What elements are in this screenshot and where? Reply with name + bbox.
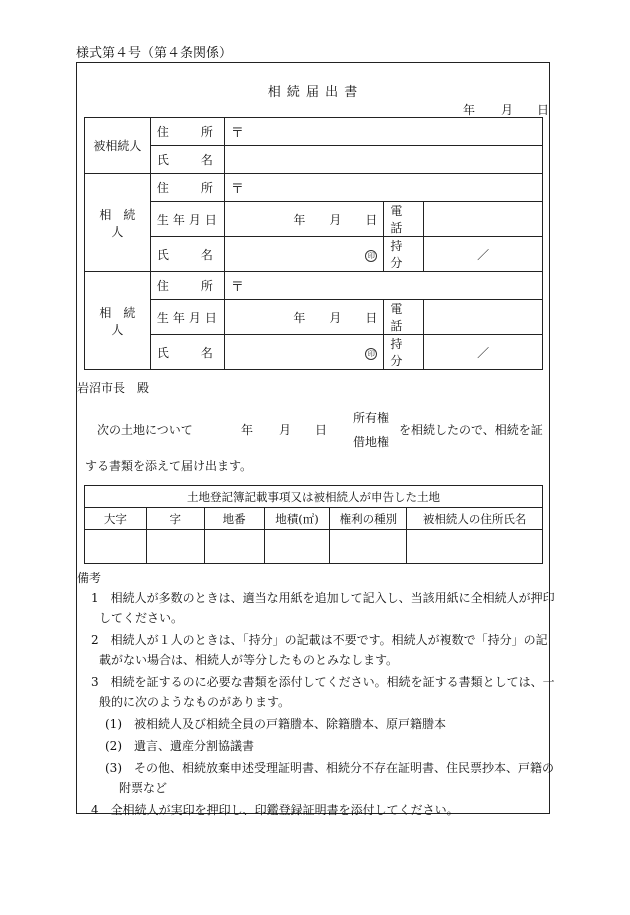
heir1-name-field[interactable] <box>224 237 384 272</box>
heir2-name-label: 氏 名 <box>150 335 224 370</box>
col-right-type: 権利の種別 <box>330 508 407 530</box>
deceased-address-field[interactable] <box>224 118 542 146</box>
heir2-address-field[interactable] <box>224 272 542 300</box>
heir1-address-field[interactable] <box>224 174 542 202</box>
notes-heading: 備考 <box>77 571 102 585</box>
note-2: 2 相続人が１人のときは、「持分」の記載は不要です。相続人が複数で「持分」の記 <box>91 633 548 647</box>
heir1-phone-label: 電 話 <box>384 202 424 237</box>
note-3-sub-2: (2) 遺言、遺産分割協議書 <box>105 739 254 753</box>
person-table <box>84 117 543 370</box>
body-text-1b: を相続したので、相続を証 <box>399 423 543 437</box>
note-1: 1 相続人が多数のときは、適当な用紙を追加して記入し、当該用紙に全相続人が押印 <box>91 591 555 605</box>
body-text-1a: 次の土地について <box>97 423 193 437</box>
cell-oaza[interactable] <box>85 530 147 564</box>
heir2-share-label: 持 分 <box>384 335 424 370</box>
right-leasehold: 借地権 <box>353 435 390 449</box>
date-day-label: 日 <box>537 103 550 117</box>
body-month: 月 <box>279 423 292 437</box>
heir2-share-field[interactable]: ／ <box>424 335 543 370</box>
postal-mark: 〒 <box>230 126 244 141</box>
form-frame <box>76 62 555 817</box>
deceased-address-label: 住 所 <box>150 118 224 146</box>
seal-icon: 印 <box>365 250 377 262</box>
date-month-label: 月 <box>501 103 514 117</box>
date-year-label: 年 <box>463 103 476 117</box>
heir1-birthdate-field[interactable]: 年 月 日 <box>224 202 384 237</box>
col-deceased-address-name: 被相続人の住所氏名 <box>407 508 543 530</box>
heir2-birthdate-label: 生 年 月 日 <box>150 300 224 335</box>
land-table <box>84 485 543 564</box>
note-4: 4 全相続人が実印を押印し、印鑑登録証明書を添付してください。 <box>91 803 459 817</box>
col-area: 地積(㎡) <box>264 508 330 530</box>
postal-mark: 〒 <box>230 182 244 197</box>
heir2-label: 相 続 人 <box>85 272 151 370</box>
seal-icon: 印 <box>365 348 377 360</box>
heir2-phone-label: 電 話 <box>384 300 424 335</box>
body-year: 年 <box>241 423 254 437</box>
heir2-phone-field[interactable] <box>424 300 543 335</box>
heir1-address-label: 住 所 <box>150 174 224 202</box>
cell-area[interactable] <box>264 530 330 564</box>
heir1-share-label: 持 分 <box>384 237 424 272</box>
col-aza: 字 <box>146 508 204 530</box>
deceased-name-label: 氏 名 <box>150 146 224 174</box>
notes-section <box>77 568 555 817</box>
body-text-2: する書類を添えて届け出ます。 <box>85 459 253 473</box>
postal-mark: 〒 <box>230 280 244 295</box>
addressee: 岩沼市長 殿 <box>77 381 150 395</box>
cell-right-type[interactable] <box>330 530 407 564</box>
heir2-address-label: 住 所 <box>150 272 224 300</box>
heir1-name-label: 氏 名 <box>150 237 224 272</box>
heir1-label: 相 続 人 <box>85 174 151 272</box>
col-oaza: 大字 <box>85 508 147 530</box>
heir2-name-field[interactable] <box>224 335 384 370</box>
form-number: 様式第４号（第４条関係） <box>76 46 233 61</box>
deceased-label: 被相続人 <box>85 118 151 174</box>
heir2-birthdate-field[interactable]: 年 月 日 <box>224 300 384 335</box>
right-ownership: 所有権 <box>353 411 390 425</box>
col-chiban: 地番 <box>204 508 264 530</box>
cell-deceased-address-name[interactable] <box>407 530 543 564</box>
cell-chiban[interactable] <box>204 530 264 564</box>
note-3: 3 相続を証するのに必要な書類を添付してください。相続を証する書類としては、一 <box>91 675 555 689</box>
heir1-phone-field[interactable] <box>424 202 543 237</box>
body-day: 日 <box>315 423 328 437</box>
note-3-cont: 般的に次のようなものがあります。 <box>99 695 291 709</box>
deceased-name-field[interactable] <box>224 146 542 174</box>
heir1-birthdate-label: 生 年 月 日 <box>150 202 224 237</box>
note-3-sub-3: (3) その他、相続放棄申述受理証明書、相続分不存在証明書、住民票抄本、戸籍の <box>105 761 555 775</box>
note-2-cont: 載がない場合は、相続人が等分したものとみなします。 <box>99 653 399 667</box>
note-1-cont: してください。 <box>99 611 184 625</box>
heir1-share-field[interactable]: ／ <box>424 237 543 272</box>
note-3-sub-1: (1) 被相続人及び相続全員の戸籍謄本、除籍謄本、原戸籍謄本 <box>105 717 447 731</box>
cell-aza[interactable] <box>146 530 204 564</box>
land-table-caption: 土地登記簿記載事項又は被相続人が申告した土地 <box>85 486 543 508</box>
form-title: 相 続 届 出 書 <box>267 85 359 100</box>
note-3-sub-3-cont: 附票など <box>119 781 168 795</box>
